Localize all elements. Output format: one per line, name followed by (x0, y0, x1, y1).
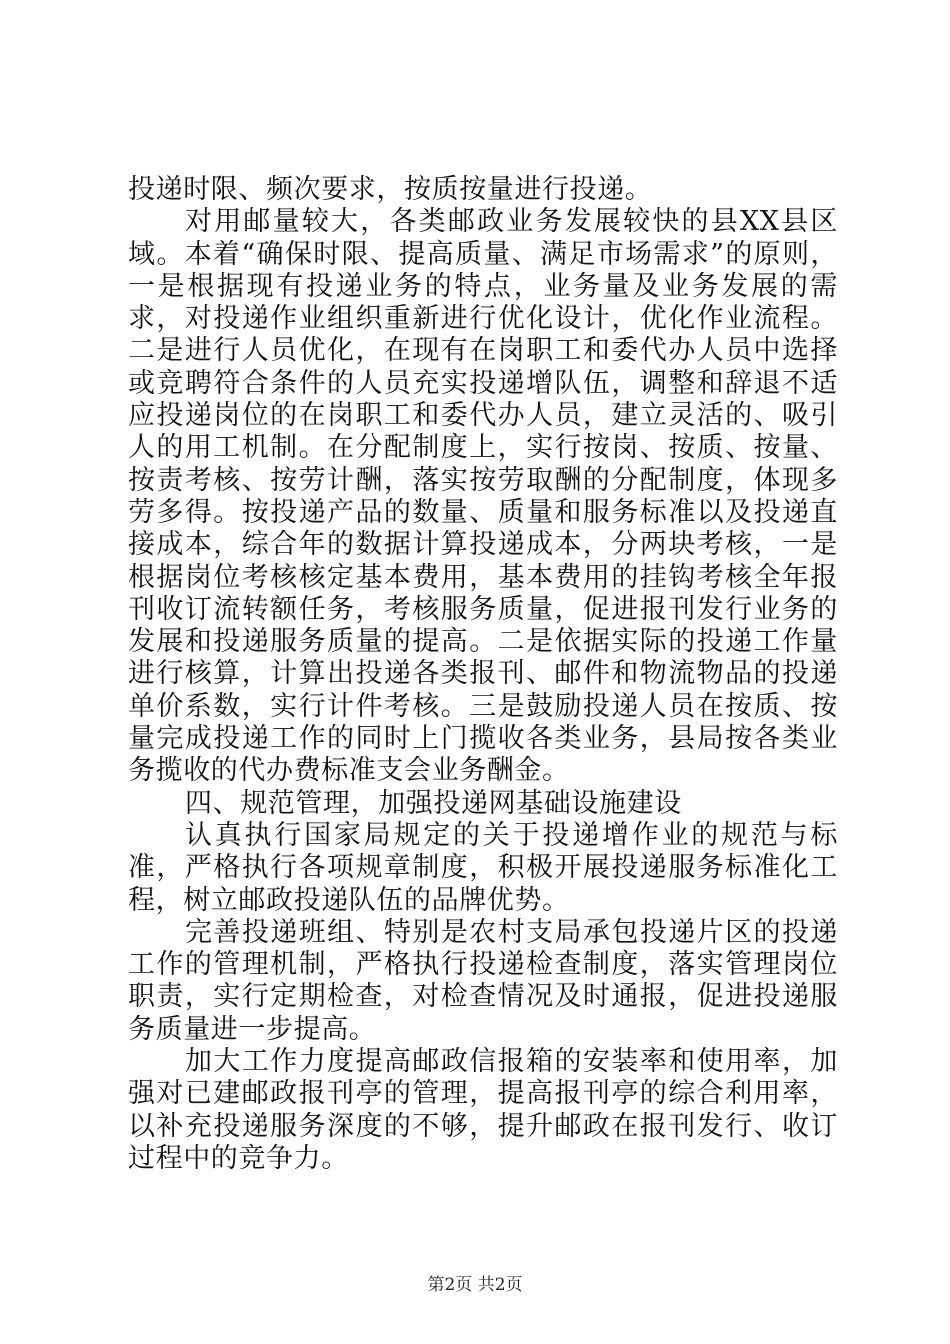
page-footer: 第2页 共2页 (427, 1275, 523, 1295)
paragraph-continuation: 投递时限、频次要求，按质按量进行投递。 (128, 174, 653, 205)
section-heading-4: 四、规范管理，加强投递网基础设施建设 (185, 787, 682, 819)
paragraph-standards: 认真执行国家局规定的关于投递增作业的规范与标准，严格执行各项规章制度，积极开展投递服务标准化工程，树立邮政投递队伍的品牌优势。 (128, 819, 838, 916)
document-body (128, 174, 838, 1175)
paragraph-management: 完善投递班组、特别是农村支局承包投递片区的投递工作的管理机制，严格执行投递检查制度，落实管理岗位职责，实行定期检查，对检查情况及时通报，促进投递服务质量进一步提高。 (128, 916, 838, 1045)
paragraph-delivery-reform: 对用邮量较大，各类邮政业务发展较快的县XX县区域。本着“确保时限、提高质量、满足市场需求”的原则，一是根据现有投递业务的特点，业务量及业务发展的需求，对投递作业组织重新进行优化设计，优化作业流程。二是进行人员优化，在现有在岗职工和委代办人员中选择或竞聘符合条件的人员充实投递增队伍，调整和辞退不适应投递岗位的在岗职工和委代办人员，建立灵活的、吸引人的用工机制。在分配制度上，实行按岗、按质、按量、按责考核、按劳计酬，落实按劳取酬的分配制度，体现多劳多得。按投递产品的数量、质量和服务标准以及投递直接成本，综合年的数据计算投递成本，分两块考核，一是根据岗位考核核定基本费用，基本费用的挂钩考核全年报刊收订流转额任务，考核服务质量，促进报刊发行业务的发展和投递服务质量的提高。二是依据实际的投递工作量进行核算，计算出投递各类报刊、邮件和物流物品的投递单价系数，实行计件考核。三是鼓励投递人员在按质、按量完成投递工作的同时上门揽收各类业务，县局按各类业务揽收的代办费标准支会业务酬金。 (128, 206, 838, 787)
paragraph-mailbox: 加大工作力度提高邮政信报箱的安装率和使用率，加强对已建邮政报刊亭的管理，提高报刊亭的综合利用率，以补充投递服务深度的不够，提升邮政在报刊发行、收订过程中的竞争力。 (128, 1046, 838, 1174)
